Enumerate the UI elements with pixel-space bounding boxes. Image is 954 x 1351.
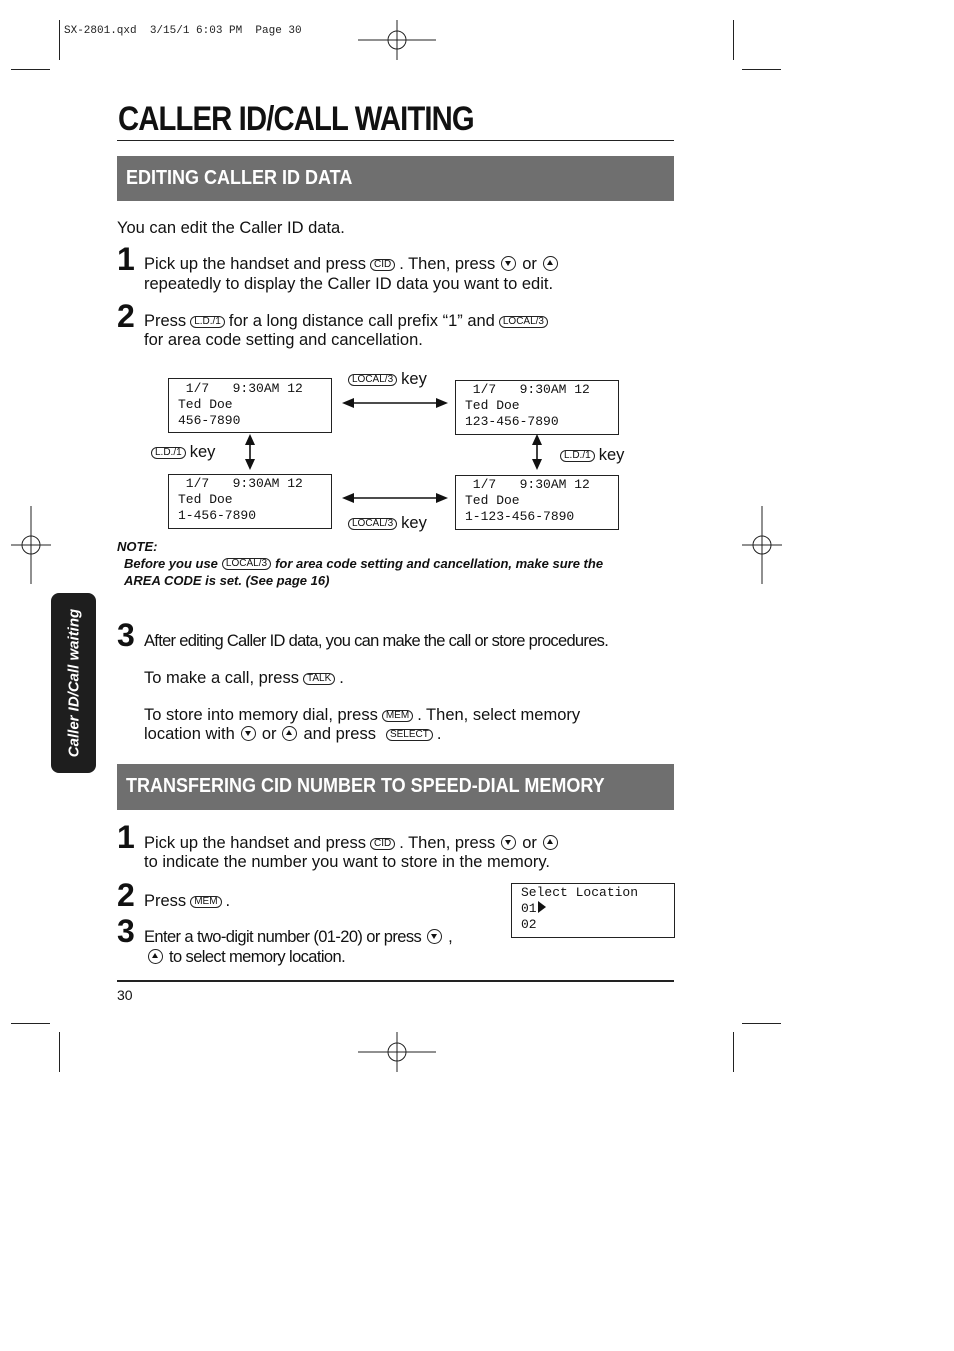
step-text: or xyxy=(522,255,537,273)
step-text: Enter a two-digit number (01-20) or press xyxy=(144,928,422,946)
lcd-line: Ted Doe xyxy=(465,493,520,508)
step-text: To store into memory dial, press xyxy=(144,706,378,724)
file-slug: SX-2801.qxd 3/15/1 6:03 PM Page 30 xyxy=(64,25,302,37)
lcd-line-text: 01 xyxy=(521,901,537,916)
crop-mark xyxy=(59,1032,60,1072)
local-key-icon: LOCAL/3 xyxy=(499,316,548,328)
page-number: 30 xyxy=(117,987,133,1003)
section-heading-transfering xyxy=(117,764,674,810)
down-arrow-key-icon xyxy=(501,256,516,271)
step-text: . Then, press xyxy=(399,255,496,273)
crop-mark xyxy=(742,1023,781,1024)
section-heading-editing xyxy=(117,156,674,201)
s2-step3-line1 xyxy=(144,927,452,947)
lcd-line: 1/7 9:30AM 12 xyxy=(178,476,303,491)
diagram-key-label xyxy=(147,442,215,462)
step-text: . xyxy=(225,892,231,910)
lcd-line: Select Location xyxy=(521,885,639,900)
lcd-line: Ted Doe xyxy=(465,398,520,413)
cid-key-icon: CID xyxy=(370,838,395,850)
registration-mark-right xyxy=(742,506,782,584)
key-word: key xyxy=(189,443,216,461)
step-text: , xyxy=(448,928,453,946)
lcd-screen-select-location xyxy=(511,883,675,938)
step-text: or xyxy=(261,725,277,743)
ld-key-icon: L.D./1 xyxy=(151,447,186,459)
key-word: key xyxy=(401,370,427,388)
ld-key-icon: L.D./1 xyxy=(190,316,225,328)
step1-line1 xyxy=(144,254,564,274)
step-text: Pick up the handset and press xyxy=(144,834,366,852)
step-number: 3 xyxy=(117,913,135,949)
lcd-line: 1/7 9:30AM 12 xyxy=(465,382,590,397)
lcd-line: 02 xyxy=(521,917,537,932)
s2-step2-line xyxy=(144,891,230,911)
store-line2 xyxy=(144,724,441,744)
note-label: NOTE: xyxy=(117,539,158,554)
section-heading-text: EDITING CALLER ID DATA xyxy=(126,167,353,189)
local-key-icon: LOCAL/3 xyxy=(222,558,271,570)
section-heading-text: TRANSFERING CID NUMBER TO SPEED-DIAL MEMORY xyxy=(126,775,605,797)
step-text: Press xyxy=(144,892,187,910)
double-arrow-horizontal-icon xyxy=(342,396,448,410)
lcd-line: 456-7890 xyxy=(178,413,241,428)
lcd-line xyxy=(521,901,546,917)
step-text: and press xyxy=(303,725,376,743)
key-word: key xyxy=(598,446,625,464)
step-number: 2 xyxy=(117,298,135,334)
lcd-line: Ted Doe xyxy=(178,492,233,507)
step2-line2: for area code setting and cancellation. xyxy=(144,331,423,349)
down-arrow-key-icon xyxy=(427,929,442,944)
note-text: for area code setting and cancellation, make sure the xyxy=(275,556,604,571)
title-rule xyxy=(117,140,674,141)
crop-mark xyxy=(742,69,781,70)
cid-key-icon: CID xyxy=(370,259,395,271)
note-line2: AREA CODE is set. (See page 16) xyxy=(124,573,330,588)
step-text: or xyxy=(522,834,537,852)
select-key-icon: SELECT xyxy=(386,729,433,741)
lcd-screen xyxy=(455,380,619,435)
registration-mark-bottom xyxy=(358,1032,436,1072)
note-line1 xyxy=(124,555,603,572)
s2-step1-line1 xyxy=(144,833,564,853)
lcd-screen xyxy=(168,378,332,433)
lcd-line: Ted Doe xyxy=(178,397,233,412)
step-text: . xyxy=(339,669,344,687)
step-number: 2 xyxy=(117,877,135,913)
step1-line2: repeatedly to display the Caller ID data you want to edit. xyxy=(144,275,554,293)
note-text: Before you use xyxy=(124,556,218,571)
step-text: location with xyxy=(144,725,235,743)
diagram-key-label xyxy=(556,445,624,465)
up-arrow-key-icon xyxy=(543,835,558,850)
lcd-screen xyxy=(455,475,619,530)
registration-mark-left xyxy=(11,506,51,584)
double-arrow-horizontal-icon xyxy=(342,491,448,505)
ld-key-icon: L.D./1 xyxy=(560,450,595,462)
step-text: to select memory location. xyxy=(169,948,346,966)
mem-key-icon: MEM xyxy=(190,896,221,908)
step-text: . Then, press xyxy=(399,834,496,852)
diagram-key-label xyxy=(344,513,427,533)
registration-mark-top xyxy=(358,20,436,60)
crop-mark xyxy=(59,20,60,60)
lcd-line: 1-456-7890 xyxy=(178,508,257,523)
up-arrow-key-icon xyxy=(148,949,163,964)
down-arrow-key-icon xyxy=(501,835,516,850)
step-number: 1 xyxy=(117,819,135,855)
step3-text: After editing Caller ID data, you can make the call or store procedures. xyxy=(144,632,609,650)
crop-mark xyxy=(11,1023,50,1024)
s2-step1-line2: to indicate the number you want to store in the memory. xyxy=(144,853,550,871)
step-number: 1 xyxy=(117,241,135,277)
crop-mark xyxy=(733,20,734,60)
lcd-line: 1-123-456-7890 xyxy=(465,509,575,524)
step-text: . xyxy=(436,725,442,743)
side-tab-label: Caller ID/Call waiting xyxy=(65,608,82,758)
lcd-line: 1/7 9:30AM 12 xyxy=(178,381,303,396)
local-key-icon: LOCAL/3 xyxy=(348,518,397,530)
step2-line1 xyxy=(144,311,552,331)
lcd-line: 1/7 9:30AM 12 xyxy=(465,477,590,492)
s2-step3-line2 xyxy=(144,947,345,967)
local-key-icon: LOCAL/3 xyxy=(348,374,397,386)
lcd-screen xyxy=(168,474,332,529)
store-line1 xyxy=(144,705,580,725)
up-arrow-key-icon xyxy=(282,726,297,741)
make-call-line xyxy=(144,668,344,688)
talk-key-icon: TALK xyxy=(303,673,335,685)
double-arrow-vertical-icon xyxy=(243,434,257,470)
step-text: for a long distance call prefix “1” and xyxy=(228,312,495,330)
step-number: 3 xyxy=(117,617,135,653)
step-text: . Then, select memory xyxy=(417,706,581,724)
down-arrow-key-icon xyxy=(241,726,256,741)
crop-mark xyxy=(733,1032,734,1072)
intro-text: You can edit the Caller ID data. xyxy=(117,219,345,237)
bottom-rule xyxy=(117,980,674,982)
key-word: key xyxy=(401,514,427,532)
diagram-key-label xyxy=(344,369,427,389)
cursor-triangle-icon xyxy=(538,901,546,913)
up-arrow-key-icon xyxy=(543,256,558,271)
page-title: CALLER ID/CALL WAITING xyxy=(118,100,474,138)
side-tab xyxy=(51,593,96,773)
step-text: Press xyxy=(144,312,187,330)
double-arrow-vertical-icon xyxy=(530,434,544,470)
step-text: To make a call, press xyxy=(144,669,299,687)
crop-mark xyxy=(11,69,50,70)
lcd-line: 123-456-7890 xyxy=(465,414,559,429)
mem-key-icon: MEM xyxy=(382,710,413,722)
step-text: Pick up the handset and press xyxy=(144,255,366,273)
